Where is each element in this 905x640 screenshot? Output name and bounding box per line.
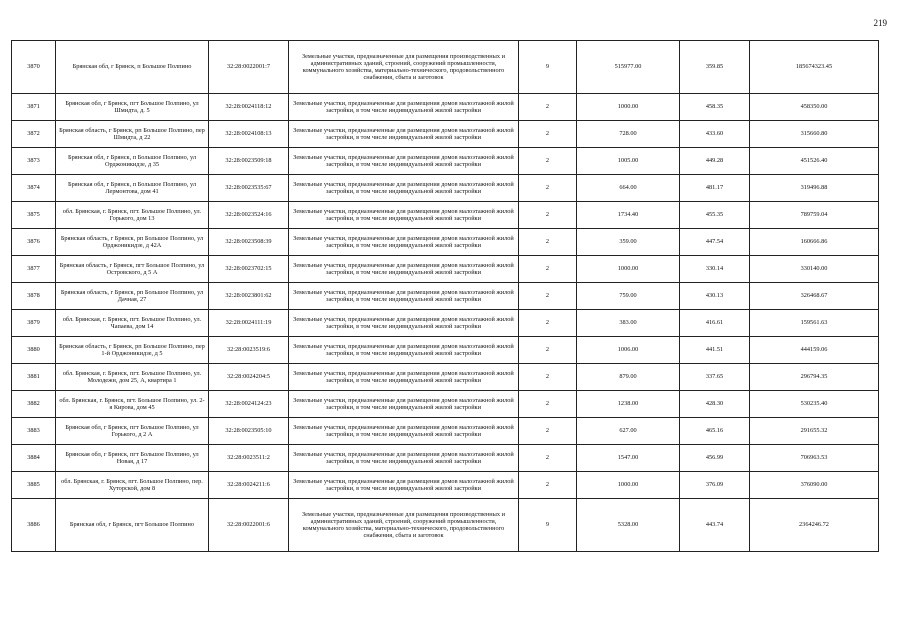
area-cell: 759.00 [577,283,680,310]
permitted-use-cell: Земельные участки, предназначенные для размещения домов малоэтажной жилой застройки, в том числе индивидуальной жилой застройки [289,391,519,418]
row-number-cell: 3872 [12,121,56,148]
row-number-cell: 3882 [12,391,56,418]
cadastral-number-cell: 32:28:0023511:2 [209,445,289,472]
area-cell: 627.00 [577,418,680,445]
cadastral-value-cell: 296794.35 [750,364,879,391]
permitted-use-cell: Земельные участки, предназначенные для размещения домов малоэтажной жилой застройки, в том числе индивидуальной жилой застройки [289,445,519,472]
table-row [12,283,879,310]
area-cell: 1006.00 [577,337,680,364]
use-group-code-cell: 2 [519,445,577,472]
cadastral-value-cell: 159561.63 [750,310,879,337]
cadastral-number-cell: 32:28:0024204:5 [209,364,289,391]
cadastral-value-cell: 530235.40 [750,391,879,418]
table-row [12,472,879,499]
row-number-cell: 3879 [12,310,56,337]
page-number: 219 [873,18,887,28]
cadastral-number-cell: 32:28:0024118:12 [209,94,289,121]
area-cell: 359.00 [577,229,680,256]
table-row [12,202,879,229]
permitted-use-cell: Земельные участки, предназначенные для размещения домов малоэтажной жилой застройки, в том числе индивидуальной жилой застройки [289,337,519,364]
use-group-code-cell: 2 [519,472,577,499]
specific-value-cell: 455.35 [680,202,750,229]
specific-value-cell: 376.09 [680,472,750,499]
use-group-code-cell: 9 [519,41,577,94]
row-number-cell: 3873 [12,148,56,175]
address-cell: Брянская обл, г Брянск, пгт Большое Полпино, ул Горького, д 2 А [56,418,209,445]
cadastral-number-cell: 32:28:0023505:10 [209,418,289,445]
area-cell: 1000.00 [577,256,680,283]
permitted-use-cell: Земельные участки, предназначенные для размещения домов малоэтажной жилой застройки, в том числе индивидуальной жилой застройки [289,229,519,256]
address-cell: Брянская область, г Брянск, рп Большое Полпино, ул Орджоникидзе, д 42А [56,229,209,256]
use-group-code-cell: 2 [519,148,577,175]
area-cell: 879.00 [577,364,680,391]
use-group-code-cell: 2 [519,175,577,202]
use-group-code-cell: 2 [519,418,577,445]
cadastral-number-cell: 32:28:0023509:18 [209,148,289,175]
use-group-code-cell: 2 [519,337,577,364]
cadastral-number-cell: 32:28:0023535:67 [209,175,289,202]
permitted-use-cell: Земельные участки, предназначенные для размещения домов малоэтажной жилой застройки, в том числе индивидуальной жилой застройки [289,364,519,391]
permitted-use-cell: Земельные участки, предназначенные для размещения домов малоэтажной жилой застройки, в том числе индивидуальной жилой застройки [289,256,519,283]
address-cell: обл. Брянская, г. Брянск, пгт. Большое Полпино, пер. Хуторской, дом 8 [56,472,209,499]
table-row [12,418,879,445]
permitted-use-cell: Земельные участки, предназначенные для размещения производственных и административных зданий, строений, сооружений промышленности, коммунального хозяйства, материально-технического, продовольственного снабжения, сбыта и заготовок [289,499,519,552]
area-cell: 515977.00 [577,41,680,94]
specific-value-cell: 456.99 [680,445,750,472]
row-number-cell: 3876 [12,229,56,256]
table-row [12,121,879,148]
cadastral-number-cell: 32:28:0024108:13 [209,121,289,148]
cadastral-value-cell: 326468.67 [750,283,879,310]
table-row [12,499,879,552]
use-group-code-cell: 2 [519,283,577,310]
area-cell: 1734.40 [577,202,680,229]
table-row [12,175,879,202]
table-row [12,256,879,283]
address-cell: Брянская обл, г Брянск, п Большое Полпино, ул Орджоникидзе, д 35 [56,148,209,175]
cadastral-number-cell: 32:28:0024124:23 [209,391,289,418]
use-group-code-cell: 9 [519,499,577,552]
table-row [12,229,879,256]
permitted-use-cell: Земельные участки, предназначенные для размещения домов малоэтажной жилой застройки, в том числе индивидуальной жилой застройки [289,94,519,121]
cadastral-value-cell: 2364246.72 [750,499,879,552]
specific-value-cell: 465.16 [680,418,750,445]
cadastral-value-cell: 451526.40 [750,148,879,175]
permitted-use-cell: Земельные участки, предназначенные для размещения домов малоэтажной жилой застройки, в том числе индивидуальной жилой застройки [289,202,519,229]
specific-value-cell: 359.85 [680,41,750,94]
table-row [12,310,879,337]
cadastral-value-cell: 706963.53 [750,445,879,472]
address-cell: Брянская обл, г Брянск, пгт Большое Полпино [56,499,209,552]
permitted-use-cell: Земельные участки, предназначенные для размещения домов малоэтажной жилой застройки, в том числе индивидуальной жилой застройки [289,175,519,202]
row-number-cell: 3870 [12,41,56,94]
permitted-use-cell: Земельные участки, предназначенные для размещения домов малоэтажной жилой застройки, в том числе индивидуальной жилой застройки [289,283,519,310]
row-number-cell: 3874 [12,175,56,202]
table-row [12,391,879,418]
permitted-use-cell: Земельные участки, предназначенные для размещения домов малоэтажной жилой застройки, в том числе индивидуальной жилой застройки [289,148,519,175]
permitted-use-cell: Земельные участки, предназначенные для размещения домов малоэтажной жилой застройки, в том числе индивидуальной жилой застройки [289,418,519,445]
specific-value-cell: 337.65 [680,364,750,391]
cadastral-number-cell: 32:28:0024111:19 [209,310,289,337]
specific-value-cell: 430.13 [680,283,750,310]
area-cell: 1000.00 [577,472,680,499]
cadastral-value-cell: 789759.04 [750,202,879,229]
area-cell: 383.00 [577,310,680,337]
table-row [12,148,879,175]
row-number-cell: 3880 [12,337,56,364]
cadastral-number-cell: 32:28:0023519:6 [209,337,289,364]
address-cell: Брянская обл, г Брянск, п Большое Полпино [56,41,209,94]
permitted-use-cell: Земельные участки, предназначенные для размещения домов малоэтажной жилой застройки, в том числе индивидуальной жилой застройки [289,121,519,148]
address-cell: Брянская обл, г Брянск, п Большое Полпино, ул Лермонтова, дом 41 [56,175,209,202]
area-cell: 1547.00 [577,445,680,472]
area-cell: 1005.00 [577,148,680,175]
cadastral-value-cell: 376090.00 [750,472,879,499]
cadastral-value-cell: 330140.00 [750,256,879,283]
area-cell: 5328.00 [577,499,680,552]
row-number-cell: 3884 [12,445,56,472]
use-group-code-cell: 2 [519,310,577,337]
table-row [12,364,879,391]
table-row [12,94,879,121]
area-cell: 1238.00 [577,391,680,418]
specific-value-cell: 443.74 [680,499,750,552]
cadastral-value-cell: 291655.32 [750,418,879,445]
cadastral-number-cell: 32:28:0023702:15 [209,256,289,283]
cadastral-number-cell: 32:28:0022001:6 [209,499,289,552]
specific-value-cell: 433.60 [680,121,750,148]
area-cell: 664.00 [577,175,680,202]
table-row [12,337,879,364]
table-row [12,445,879,472]
specific-value-cell: 416.61 [680,310,750,337]
address-cell: Брянская область, г Брянск, пгт Большое Полпино, ул Островского, д 5 А [56,256,209,283]
specific-value-cell: 458.35 [680,94,750,121]
row-number-cell: 3877 [12,256,56,283]
address-cell: Брянская область, г Брянск, рп Большое Полпино, пер 1-й Орджоникидзе, д 5 [56,337,209,364]
row-number-cell: 3881 [12,364,56,391]
address-cell: обл. Брянская, г. Брянск, пгт. Большое Полпино, ул. 2-я Кирова, дом 45 [56,391,209,418]
permitted-use-cell: Земельные участки, предназначенные для размещения домов малоэтажной жилой застройки, в том числе индивидуальной жилой застройки [289,472,519,499]
address-cell: обл. Брянская, г. Брянск, пгт. Большое Полпино, ул. Молодежн, дом 25, А, квартира 1 [56,364,209,391]
cadastral-value-cell: 458350.00 [750,94,879,121]
address-cell: Брянская область, г Брянск, рп Большое Полпино, ул Дачная, 27 [56,283,209,310]
cadastral-number-cell: 32:28:0024211:6 [209,472,289,499]
row-number-cell: 3871 [12,94,56,121]
address-cell: обл. Брянская, г. Брянск, пгт. Большое Полпино, ул. Горького, дом 13 [56,202,209,229]
row-number-cell: 3875 [12,202,56,229]
use-group-code-cell: 2 [519,256,577,283]
cadastral-value-cell: 444159.06 [750,337,879,364]
specific-value-cell: 447.54 [680,229,750,256]
row-number-cell: 3885 [12,472,56,499]
row-number-cell: 3878 [12,283,56,310]
specific-value-cell: 428.30 [680,391,750,418]
table-row [12,41,879,94]
cadastral-value-cell: 319496.88 [750,175,879,202]
specific-value-cell: 449.28 [680,148,750,175]
use-group-code-cell: 2 [519,121,577,148]
use-group-code-cell: 2 [519,94,577,121]
specific-value-cell: 441.51 [680,337,750,364]
use-group-code-cell: 2 [519,202,577,229]
use-group-code-cell: 2 [519,391,577,418]
area-cell: 1000.00 [577,94,680,121]
address-cell: обл. Брянская, г. Брянск, пгт. Большое Полпино, ул. Чапаева, дом 14 [56,310,209,337]
address-cell: Брянская обл, г Брянск, пгт Большое Полпино, ул Шмидта, д. 5 [56,94,209,121]
address-cell: Брянская область, г Брянск, рп Большое Полпино, пер Шмидта, д 22 [56,121,209,148]
specific-value-cell: 330.14 [680,256,750,283]
cadastral-number-cell: 32:28:0023508:39 [209,229,289,256]
cadastral-number-cell: 32:28:0023801:62 [209,283,289,310]
area-cell: 728.00 [577,121,680,148]
cadastral-value-cell: 160666.86 [750,229,879,256]
permitted-use-cell: Земельные участки, предназначенные для размещения производственных и административных зданий, строений, сооружений промышленности, коммунального хозяйства, материально-технического, продовольственного снабжения, сбыта и заготовок [289,41,519,94]
permitted-use-cell: Земельные участки, предназначенные для размещения домов малоэтажной жилой застройки, в том числе индивидуальной жилой застройки [289,310,519,337]
row-number-cell: 3886 [12,499,56,552]
row-number-cell: 3883 [12,418,56,445]
specific-value-cell: 481.17 [680,175,750,202]
address-cell: Брянская обл, г Брянск, пгт Большое Полпино, ул Новая, д 17 [56,445,209,472]
cadastral-value-table [11,40,879,552]
use-group-code-cell: 2 [519,364,577,391]
cadastral-number-cell: 32:28:0023524:16 [209,202,289,229]
cadastral-value-cell: 185674323.45 [750,41,879,94]
cadastral-number-cell: 32:28:0022001:7 [209,41,289,94]
cadastral-value-cell: 315660.80 [750,121,879,148]
use-group-code-cell: 2 [519,229,577,256]
